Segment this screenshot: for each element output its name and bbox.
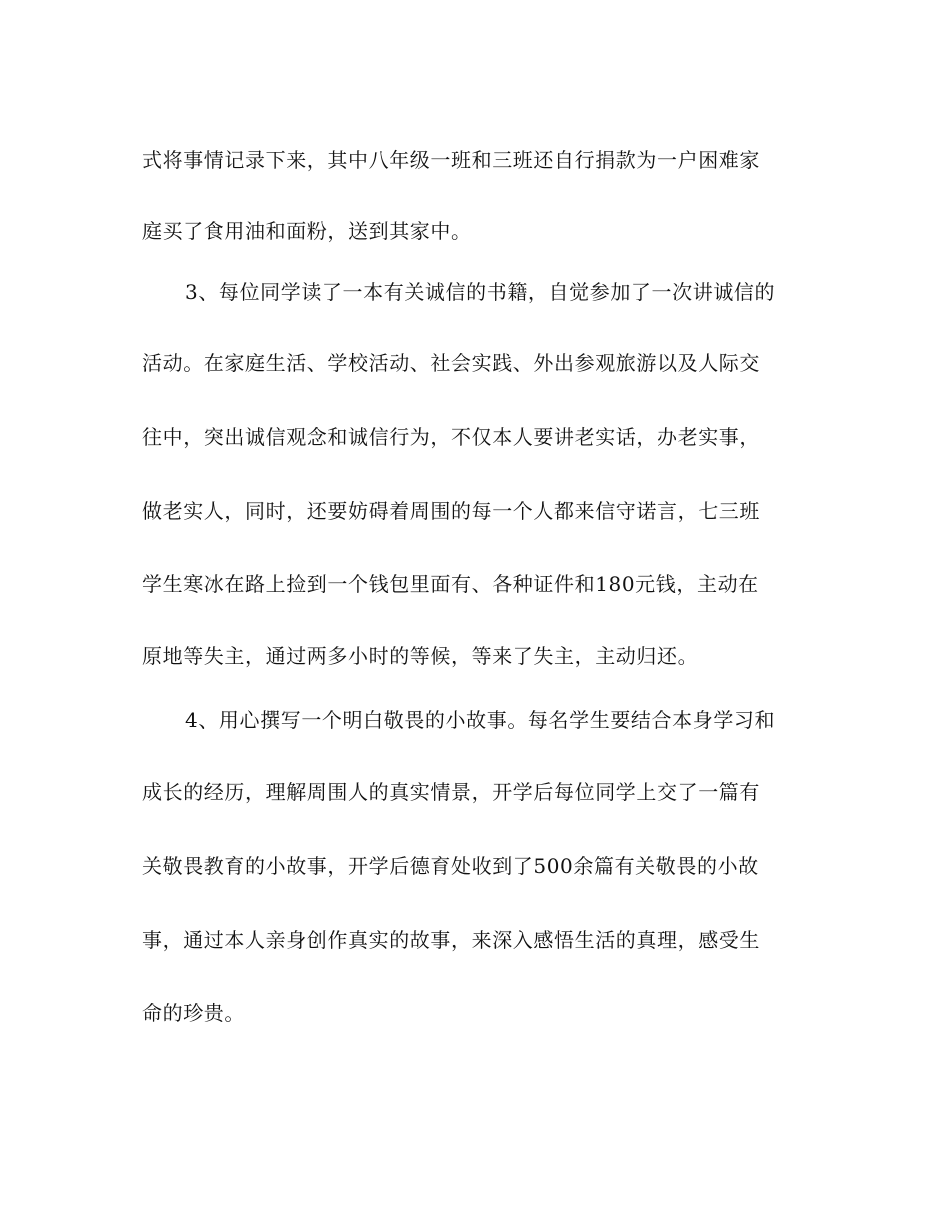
- paragraph-line: 式将事情记录下来，其中八年级一班和三班还自行捐款为一户困难家: [142, 148, 760, 172]
- paragraph-line: 关敬畏教育的小故事，开学后德育处收到了500余篇有关敬畏的小故: [142, 854, 759, 878]
- paragraph-line: 命的珍贵。: [142, 1001, 245, 1025]
- paragraph-line: 往中，突出诚信观念和诚信行为，不仅本人要讲老实话，办老实事，: [142, 425, 760, 449]
- paragraph-line: 做老实人，同时，还要妨碍着周围的每一个人都来信守诺言，七三班: [142, 499, 760, 523]
- paragraph-line: 活动。在家庭生活、学校活动、社会实践、外出参观旅游以及人际交: [142, 351, 760, 375]
- paragraph-line: 学生寒冰在路上捡到一个钱包里面有、各种证件和180元钱，主动在: [142, 572, 759, 596]
- paragraph-line: 庭买了食用油和面粉，送到其家中。: [142, 219, 472, 243]
- paragraph-line: 成长的经历，理解周围人的真实情景，开学后每位同学上交了一篇有: [142, 780, 760, 804]
- paragraph-line: 4、用心撰写一个明白敬畏的小故事。每名学生要结合本身学习和: [185, 708, 776, 732]
- paragraph-line: 原地等失主，通过两多小时的等候，等来了失主，主动归还。: [142, 644, 699, 668]
- paragraph-line: 事，通过本人亲身创作真实的故事，来深入感悟生活的真理，感受生: [142, 928, 760, 952]
- paragraph-line: 3、每位同学读了一本有关诚信的书籍，自觉参加了一次讲诚信的: [185, 280, 776, 304]
